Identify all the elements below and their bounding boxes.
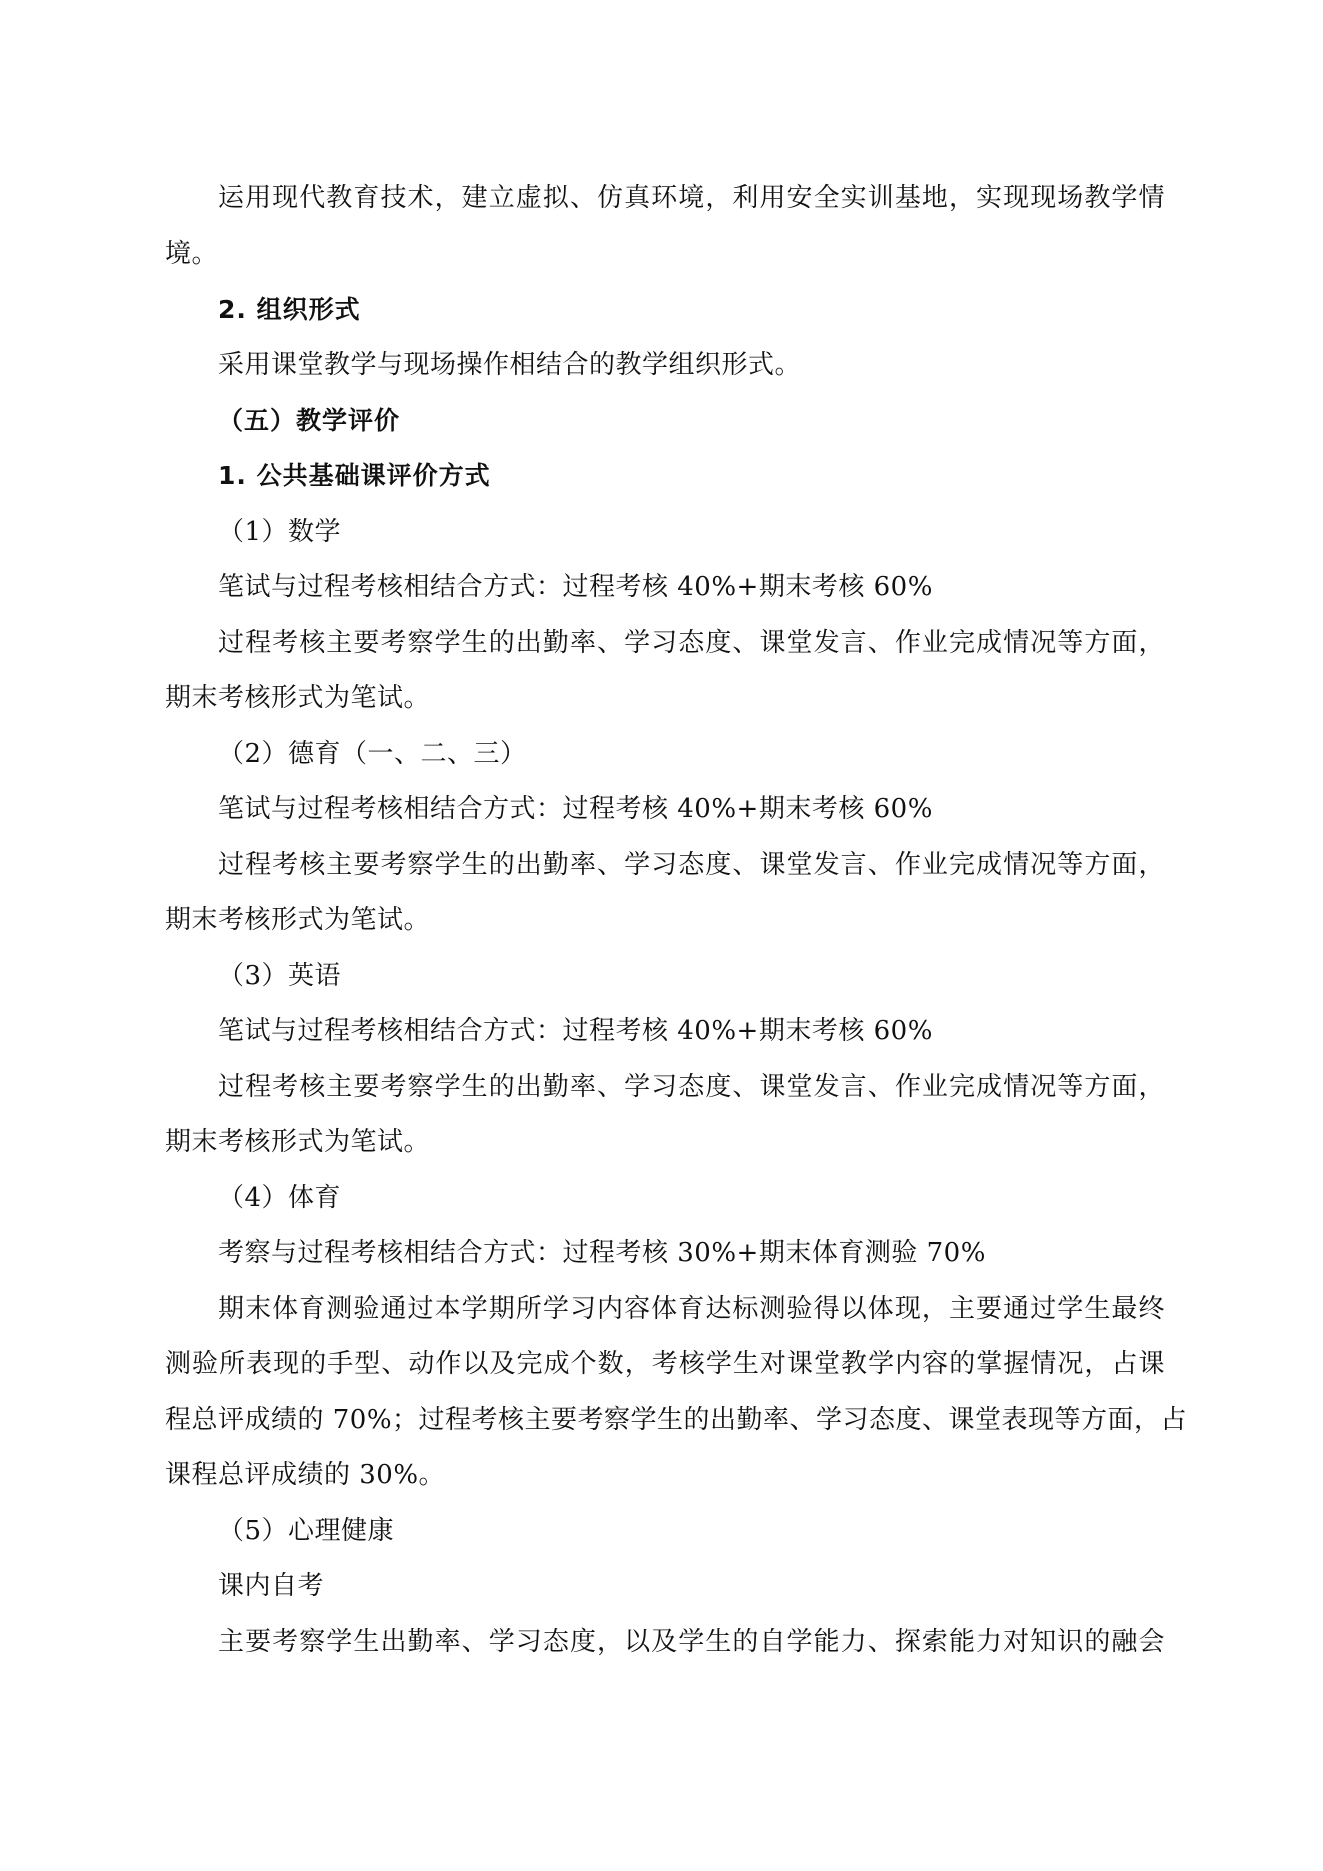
section-heading: 2. 组织形式 xyxy=(218,295,361,324)
subsection-heading: （3）英语 xyxy=(218,961,342,991)
paragraph-line: 采用课堂教学与现场操作相结合的教学组织形式。 xyxy=(218,350,802,380)
paragraph-line: 笔试与过程考核相结合方式：过程考核 40%+期末考核 60% xyxy=(218,794,933,824)
subsection-heading: （4）体育 xyxy=(218,1183,342,1213)
paragraph-line: 期末考核形式为笔试。 xyxy=(165,1127,431,1157)
paragraph-line: 过程考核主要考察学生的出勤率、学习态度、课堂发言、作业完成情况等方面， xyxy=(218,628,1165,658)
subsection-heading: （2）德育（一、二、三） xyxy=(218,739,527,769)
paragraph-line: 期末考核形式为笔试。 xyxy=(165,905,431,935)
paragraph-line: 运用现代教育技术，建立虚拟、仿真环境，利用安全实训基地，实现现场教学情 xyxy=(218,183,1165,213)
paragraph-line: 过程考核主要考察学生的出勤率、学习态度、课堂发言、作业完成情况等方面， xyxy=(218,1072,1165,1102)
paragraph-line: 期末体育测验通过本学期所学习内容体育达标测验得以体现，主要通过学生最终 xyxy=(218,1294,1165,1324)
paragraph-line: 过程考核主要考察学生的出勤率、学习态度、课堂发言、作业完成情况等方面， xyxy=(218,850,1165,880)
section-heading: （五）教学评价 xyxy=(218,406,401,435)
paragraph-line: 期末考核形式为笔试。 xyxy=(165,683,431,713)
paragraph-line: 课程总评成绩的 30%。 xyxy=(165,1460,446,1490)
subsection-heading: （5）心理健康 xyxy=(218,1516,395,1546)
paragraph-line: 笔试与过程考核相结合方式：过程考核 40%+期末考核 60% xyxy=(218,572,933,602)
subsection-heading: （1）数学 xyxy=(218,517,342,547)
paragraph-line: 考察与过程考核相结合方式：过程考核 30%+期末体育测验 70% xyxy=(218,1238,986,1268)
paragraph-line: 境。 xyxy=(165,239,219,269)
paragraph-line: 测验所表现的手型、动作以及完成个数，考核学生对课堂教学内容的掌握情况，占课 xyxy=(165,1349,1165,1379)
paragraph-line: 课内自考 xyxy=(218,1571,325,1601)
section-heading: 1. 公共基础课评价方式 xyxy=(218,461,491,490)
paragraph-line: 笔试与过程考核相结合方式：过程考核 40%+期末考核 60% xyxy=(218,1016,933,1046)
paragraph-line: 主要考察学生出勤率、学习态度，以及学生的自学能力、探索能力对知识的融会 xyxy=(218,1627,1165,1657)
paragraph-line: 程总评成绩的 70%；过程考核主要考察学生的出勤率、学习态度、课堂表现等方面，占 xyxy=(165,1405,1188,1435)
